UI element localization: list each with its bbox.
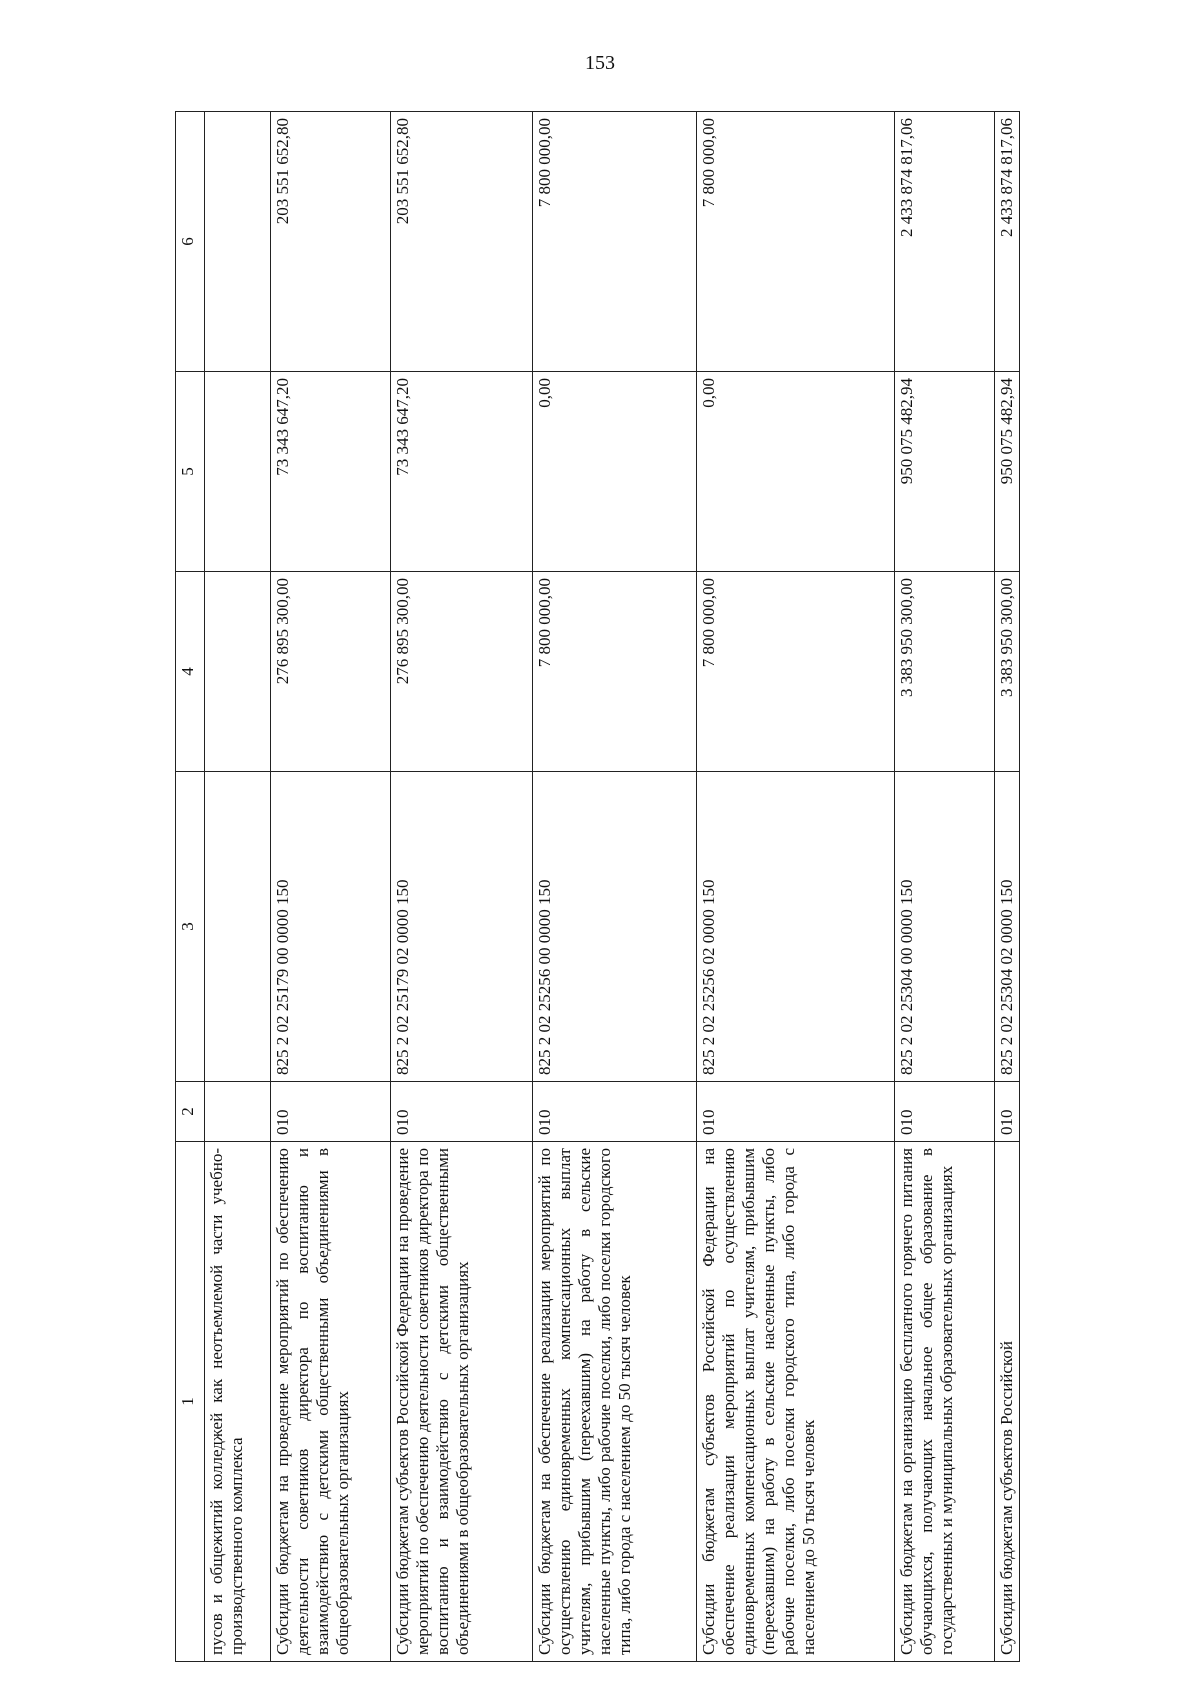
- row-name: пусов и общежитий колледжей как неотъемлемой части учебно-производственного комплекса: [205, 1142, 271, 1662]
- table-row: [391, 112, 533, 1662]
- column-number-row: [176, 112, 205, 1662]
- column-number: 6: [176, 112, 205, 372]
- row-approved: 3 383 950 300,00: [995, 572, 1020, 772]
- row-line-code: 010: [533, 1082, 697, 1142]
- row-executed: 0,00: [697, 372, 895, 572]
- row-budget-code: [205, 772, 271, 1082]
- row-line-code: 010: [271, 1082, 391, 1142]
- row-name: Субсидии бюджетам на организацию бесплатного горячего питания обучающихся, получающих начальное общее образование в государственных и муниципальных образовательных организациях: [895, 1142, 995, 1662]
- table-row: [205, 112, 271, 1662]
- budget-table: [175, 111, 1020, 1662]
- row-executed: 0,00: [533, 372, 697, 572]
- column-number: 1: [176, 1142, 205, 1662]
- row-line-code: 010: [391, 1082, 533, 1142]
- row-line-code: 010: [995, 1082, 1020, 1142]
- row-executed: 950 075 482,94: [995, 372, 1020, 572]
- table-row: [697, 112, 895, 1662]
- row-unexecuted: 2 433 874 817,06: [995, 112, 1020, 372]
- column-number: 2: [176, 1082, 205, 1142]
- row-name: Субсидии бюджетам на проведение мероприятий по обеспечению деятельности советников директора по воспитанию и взаимодействию с детскими общественными объединениями в общеобразовательных организациях: [271, 1142, 391, 1662]
- row-name: Субсидии бюджетам субъектов Российской Федерации на проведение мероприятий по обеспечению деятельности советников директора по воспитанию и взаимодействию с детскими общественными объединениями в общеобразовательных организациях: [391, 1142, 533, 1662]
- row-budget-code: 825 2 02 25256 02 0000 150: [697, 772, 895, 1082]
- row-line-code: 010: [697, 1082, 895, 1142]
- column-number: 3: [176, 772, 205, 1082]
- table-row: [533, 112, 697, 1662]
- row-approved: 276 895 300,00: [271, 572, 391, 772]
- row-line-code: [205, 1082, 271, 1142]
- row-budget-code: 825 2 02 25179 00 0000 150: [271, 772, 391, 1082]
- column-number: 4: [176, 572, 205, 772]
- row-budget-code: 825 2 02 25304 02 0000 150: [995, 772, 1020, 1082]
- table-row: [895, 112, 995, 1662]
- row-name: Субсидии бюджетам субъектов Российской: [995, 1142, 1020, 1662]
- row-approved: 7 800 000,00: [533, 572, 697, 772]
- row-name: Субсидии бюджетам на обеспечение реализации мероприятий по осуществлению единовременных компенсационных выплат учителям, прибывшим (переехавшим) на работу в сельские населенные пункты, либо рабочие поселки, либо поселки городского типа, либо города с населением до 50 тысяч человек: [533, 1142, 697, 1662]
- row-executed: 950 075 482,94: [895, 372, 995, 572]
- rotated-table-area: [175, 112, 1015, 1662]
- row-budget-code: 825 2 02 25304 00 0000 150: [895, 772, 995, 1082]
- row-approved: 276 895 300,00: [391, 572, 533, 772]
- page-number: 153: [585, 52, 615, 74]
- row-unexecuted: 7 800 000,00: [697, 112, 895, 372]
- row-executed: 73 343 647,20: [271, 372, 391, 572]
- row-unexecuted: [205, 112, 271, 372]
- row-name: Субсидии бюджетам субъектов Российской Федерации на обеспечение реализации мероприятий по осуществлению единовременных компенсационных выплат учителям, прибывшим (переехавшим) на работу в сельские населенные пункты, либо рабочие поселки, либо поселки городского типа, либо города с населением до 50 тысяч человек: [697, 1142, 895, 1662]
- row-unexecuted: 203 551 652,80: [271, 112, 391, 372]
- row-approved: 7 800 000,00: [697, 572, 895, 772]
- table-row: [995, 112, 1020, 1662]
- row-unexecuted: 203 551 652,80: [391, 112, 533, 372]
- row-approved: 3 383 950 300,00: [895, 572, 995, 772]
- column-number: 5: [176, 372, 205, 572]
- row-unexecuted: 2 433 874 817,06: [895, 112, 995, 372]
- row-approved: [205, 572, 271, 772]
- row-executed: 73 343 647,20: [391, 372, 533, 572]
- row-executed: [205, 372, 271, 572]
- row-line-code: 010: [895, 1082, 995, 1142]
- row-budget-code: 825 2 02 25256 00 0000 150: [533, 772, 697, 1082]
- table-row: [271, 112, 391, 1662]
- row-unexecuted: 7 800 000,00: [533, 112, 697, 372]
- row-budget-code: 825 2 02 25179 02 0000 150: [391, 772, 533, 1082]
